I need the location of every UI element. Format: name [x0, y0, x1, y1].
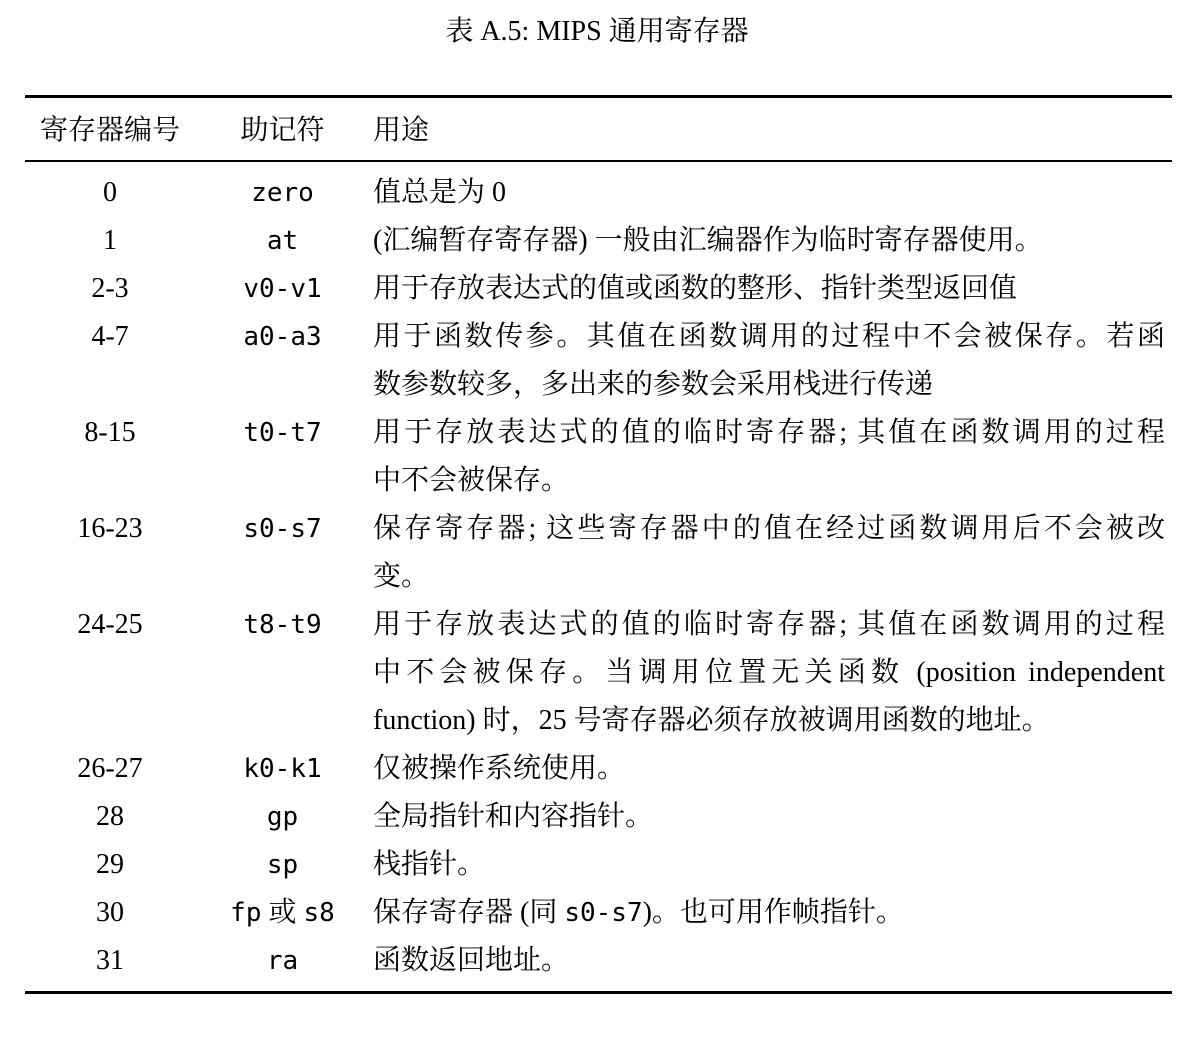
purpose-cell [370, 313, 1172, 409]
bottom-rule [25, 991, 1172, 994]
purpose-cell [370, 745, 1172, 793]
mono-text: fp [230, 898, 262, 928]
table-row [25, 169, 1172, 217]
mnemonic-cell [195, 841, 370, 889]
register-number-cell: 16-23 [77, 513, 143, 544]
header-register-number: 寄存器编号 [39, 115, 180, 146]
table-header-row [25, 98, 1172, 160]
mnemonic-cell [195, 169, 370, 217]
mono-text: v0-v1 [243, 274, 322, 304]
purpose-cell [370, 265, 1172, 313]
purpose-cell [370, 169, 1172, 217]
mono-text: ra [266, 946, 299, 976]
purpose-line: 变。 [373, 561, 430, 592]
mono-text: sp [266, 850, 299, 880]
purpose-line: 仅被操作系统使用。 [373, 753, 626, 784]
table-caption: 表 A.5: MIPS 通用寄存器 [445, 16, 749, 47]
mono-text: a0-a3 [243, 322, 322, 352]
mono-text: s0-s7 [564, 898, 643, 928]
purpose-cell [370, 937, 1172, 985]
mono-text: gp [266, 802, 299, 832]
table-row [25, 409, 1172, 505]
mnemonic-cell [195, 601, 370, 649]
purpose-line: 数参数较多，多出来的参数会采用栈进行传递 [373, 369, 934, 400]
purpose-line: 函数返回地址。 [373, 945, 570, 976]
mnemonic-cell [195, 745, 370, 793]
purpose-cell [370, 409, 1172, 505]
purpose-cell [370, 889, 1172, 937]
mnemonic-cell [195, 217, 370, 265]
mnemonic-cell [195, 793, 370, 841]
register-number-cell: 1 [103, 225, 117, 256]
mnemonic-cell: fp 或 s8 [230, 897, 335, 928]
purpose-line: 用于函数传参。其值在函数调用的过程中不会被保存。若函 [373, 321, 1165, 352]
table-row [25, 841, 1172, 889]
purpose-cell [370, 601, 1172, 745]
table-row [25, 889, 1172, 937]
purpose-cell [370, 505, 1172, 601]
header-purpose: 用途 [373, 115, 430, 146]
mnemonic-cell [195, 937, 370, 985]
mnemonic-cell [195, 409, 370, 457]
register-number-cell: 4-7 [91, 321, 129, 352]
table-row [25, 745, 1172, 793]
purpose-line: 中不会被保存。 [373, 465, 570, 496]
register-number-cell: 2-3 [91, 273, 129, 304]
purpose-line: 用于存放表达式的值的临时寄存器; 其值在函数调用的过程 [373, 609, 1165, 640]
table-row [25, 505, 1172, 601]
table-row [25, 217, 1172, 265]
register-number-cell: 31 [96, 945, 124, 976]
mono-text: s8 [303, 898, 335, 928]
register-number-cell: 26-27 [77, 753, 143, 784]
mono-text: t0-t7 [243, 418, 322, 448]
mono-text: t8-t9 [243, 610, 322, 640]
register-number-cell: 29 [96, 849, 124, 880]
purpose-line: 保存寄存器; 这些寄存器中的值在经过函数调用后不会被改 [373, 513, 1165, 544]
register-number-cell: 30 [96, 897, 124, 928]
table-row [25, 313, 1172, 409]
purpose-line: 保存寄存器 (同 s0-s7)。也可用作帧指针。 [373, 897, 904, 928]
purpose-line: function) 时，25 号寄存器必须存放被调用函数的地址。 [373, 705, 1050, 736]
mnemonic-cell [195, 505, 370, 553]
purpose-cell [370, 793, 1172, 841]
register-number-cell: 28 [96, 801, 124, 832]
purpose-line: 栈指针。 [373, 849, 486, 880]
table-row [25, 265, 1172, 313]
header-mnemonic: 助记符 [240, 115, 325, 146]
purpose-cell [370, 841, 1172, 889]
mnemonic-cell [195, 313, 370, 361]
purpose-cell [370, 217, 1172, 265]
mono-text: k0-k1 [243, 754, 322, 784]
table-row [25, 793, 1172, 841]
purpose-line: 值总是为 0 [373, 177, 507, 208]
table-row [25, 937, 1172, 985]
mnemonic-cell [195, 265, 370, 313]
purpose-line: 中不会被保存。当调用位置无关函数 (position independent [373, 657, 1165, 688]
register-number-cell: 0 [103, 177, 117, 208]
mono-text: at [266, 226, 299, 256]
purpose-line: 全局指针和内容指针。 [373, 801, 654, 832]
purpose-line: (汇编暂存寄存器) 一般由汇编器作为临时寄存器使用。 [373, 225, 1043, 256]
table-body [25, 162, 1172, 991]
purpose-line: 用于存放表达式的值的临时寄存器; 其值在函数调用的过程 [373, 417, 1165, 448]
mono-text: s0-s7 [243, 514, 322, 544]
register-number-cell: 8-15 [84, 417, 136, 448]
mono-text: zero [251, 178, 314, 208]
register-number-cell: 24-25 [77, 609, 143, 640]
table-row [25, 601, 1172, 745]
purpose-line: 用于存放表达式的值或函数的整形、指针类型返回值 [373, 273, 1018, 304]
registers-table [25, 95, 1172, 994]
